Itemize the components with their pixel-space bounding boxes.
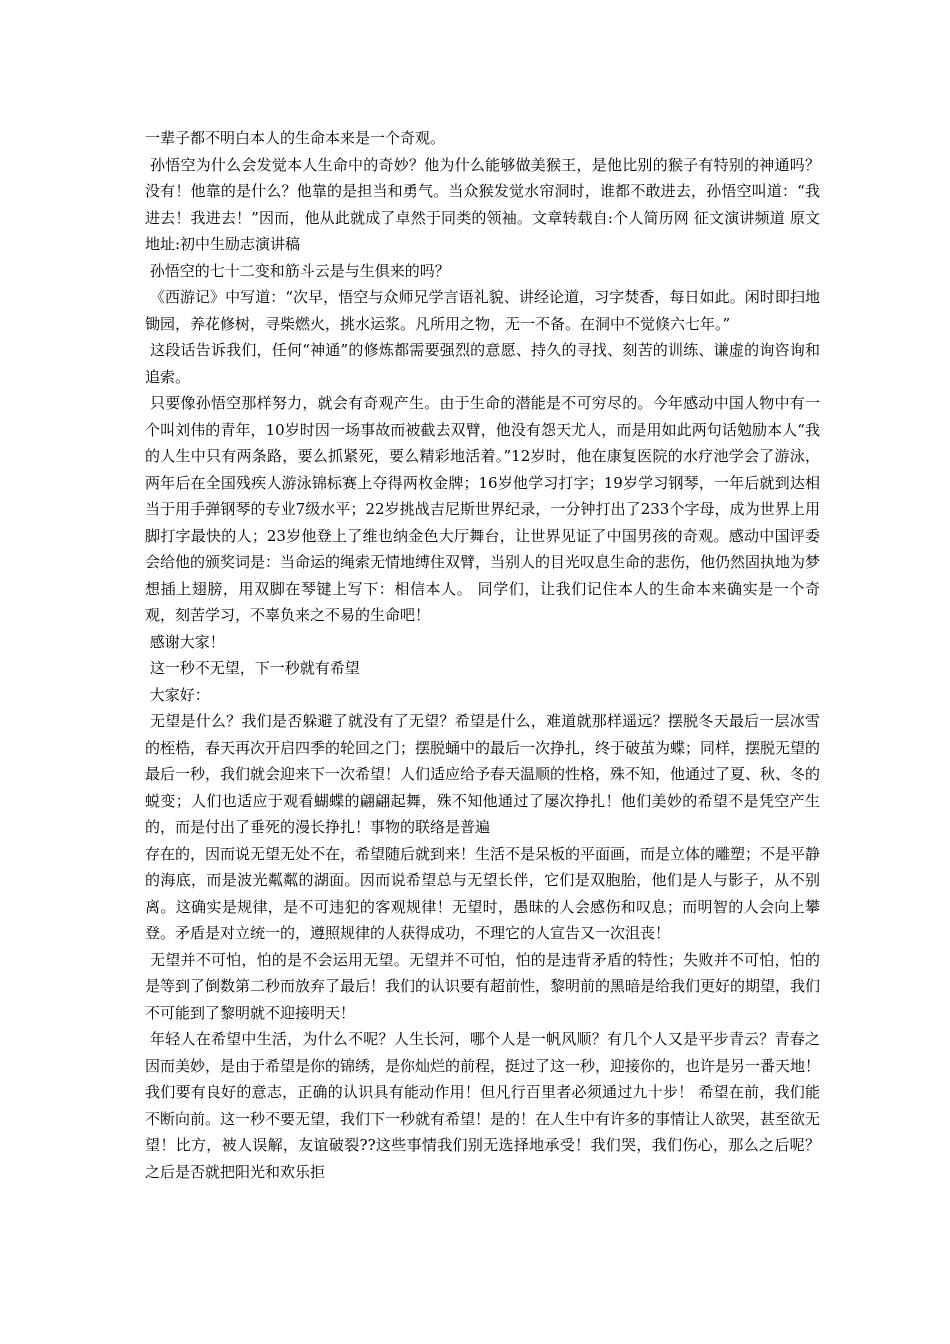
paragraph: 无望是什么？我们是否躲避了就没有了无望？希望是什么，难道就那样遥远？摆脱冬天最后一层冰雪的桎梏，春天再次开启四季的轮回之门；摆脱蛹中的最后一次挣扎，终于破茧为蝶；同样，摆脱无望的最后一秒，我们就会迎来下一次希望！人们适应给予春天温顺的性格，殊不知，他通过了夏、秋、冬的蜕变；人们也适应于观看蝴蝶的翩翩起舞，殊不知他通过了屡次挣扎！他们美妙的希望不是凭空产生的，而是付出了垂死的漫长挣扎！事物的联络是普遍 — [145, 712, 821, 836]
greeting: 大家好： — [145, 685, 210, 704]
paragraph: 《西游记》中写道：“次早，悟空与众师兄学言语礼貌、讲经论道，习字焚香，每日如此。闲时即扫地锄园，养花修树，寻柴燃火，挑水运浆。凡所用之物，无一不备。在洞中不觉倏六七年。” — [145, 288, 820, 333]
section-title: 这一秒不无望，下一秒就有希望 — [145, 659, 360, 677]
paragraph: 只要像孙悟空那样努力，就会有奇观产生。由于生命的潜能是不可穷尽的。今年感动中国人物中有一个叫刘伟的青年，10岁时因一场事故而被截去双臂，他没有怨天尤人，而是用如此两句话勉励本人“我的人生中只有两条路，要么抓紧死，要么精彩地活着。”12岁时，他在康复医院的水疗池学会了游泳，两年后在全国残疾人游泳锦标赛上夺得两枚金牌；16岁他学习打字；19岁学习钢琴，一年后就到达相当于用手弹钢琴的专业7级水平；22岁挑战吉尼斯世界纪录，一分钟打出了233个字母，成为世界上用脚打字最快的人；23岁他登上了维也纳金色大厅舞台，让世界见证了中国男孩的奇观。感动中国评委会给他的颁奖词是：当命运的绳索无情地缚住双臂，当别人的目光叹息生命的悲伤，他仍然固执地为梦想插上翅膀，用双脚在琴键上写下：相信本人。 同学们，让我们记住本人的生命本来确实是一个奇观，刻苦学习，不辜负来之不易的生命吧！ — [145, 394, 821, 624]
paragraph: 一辈子都不明白本人的生命本来是一个奇观。 — [145, 129, 446, 147]
document-body — [145, 125, 820, 1185]
paragraph: 存在的，因而说无望无处不在，希望随后就到来！生活不是呆板的平面画，而是立体的雕塑；不是平静的海底，而是波光粼粼的湖面。因而说希望总与无望长伴，它们是双胞胎，他们是人与影子，从不别离。这确实是规律，是不可违犯的客观规律！无望时，愚昧的人会感伤和叹息；而明智的人会向上攀登。矛盾是对立统一的，遵照规律的人获得成功，不理它的人宣告又一次沮丧！ — [145, 844, 821, 942]
paragraph: 感谢大家！ — [145, 632, 225, 651]
paragraph: 孙悟空为什么会发觉本人生命中的奇妙？他为什么能够做美猴王，是他比别的猴子有特别的神通吗？没有！他靠的是什么？他靠的是担当和勇气。当众猴发觉水帘洞时，谁都不敢进去，孙悟空叫道：“我进去！我进去！”因而，他从此就成了卓然于同类的领袖。文章转载自:个人简历网 征文演讲频道 原文地址:初中生励志演讲稿 — [145, 155, 820, 253]
paragraph: 这段话告诉我们，任何“神通”的修炼都需要强烈的意愿、持久的寻找、刻苦的训练、谦虚的询咨询和追索。 — [145, 341, 820, 386]
paragraph: 年轻人在希望中生活，为什么不呢？人生长河，哪个人是一帆风顺？有几个人又是平步青云？青春之因而美妙，是由于希望是你的锦绣，是你灿烂的前程，挺过了这一秒，迎接你的，也许是另一番天地！我们要有良好的意志，正确的认识具有能动作用！但凡行百里者必须通过九十步！ 希望在前，我们能不断向前。这一秒不要无望，我们下一秒就有希望！是的！在人生中有许多的事情让人欲哭，甚至欲无望！比方，被人误解，友谊破裂??这些事情我们别无选择地承受！我们哭，我们伤心，那么之后呢？之后是否就把阳光和欢乐拒 — [145, 1030, 821, 1181]
paragraph: 孙悟空的七十二变和筋斗云是与生俱来的吗？ — [145, 261, 450, 280]
paragraph: 无望并不可怕，怕的是不会运用无望。无望并不可怕，怕的是违背矛盾的特性；失败并不可怕，怕的是等到了倒数第二秒而放弃了最后！我们的认识要有超前性，黎明前的黑暗是给我们更好的期望，我们不可能到了黎明就不迎接明天！ — [145, 950, 821, 1022]
